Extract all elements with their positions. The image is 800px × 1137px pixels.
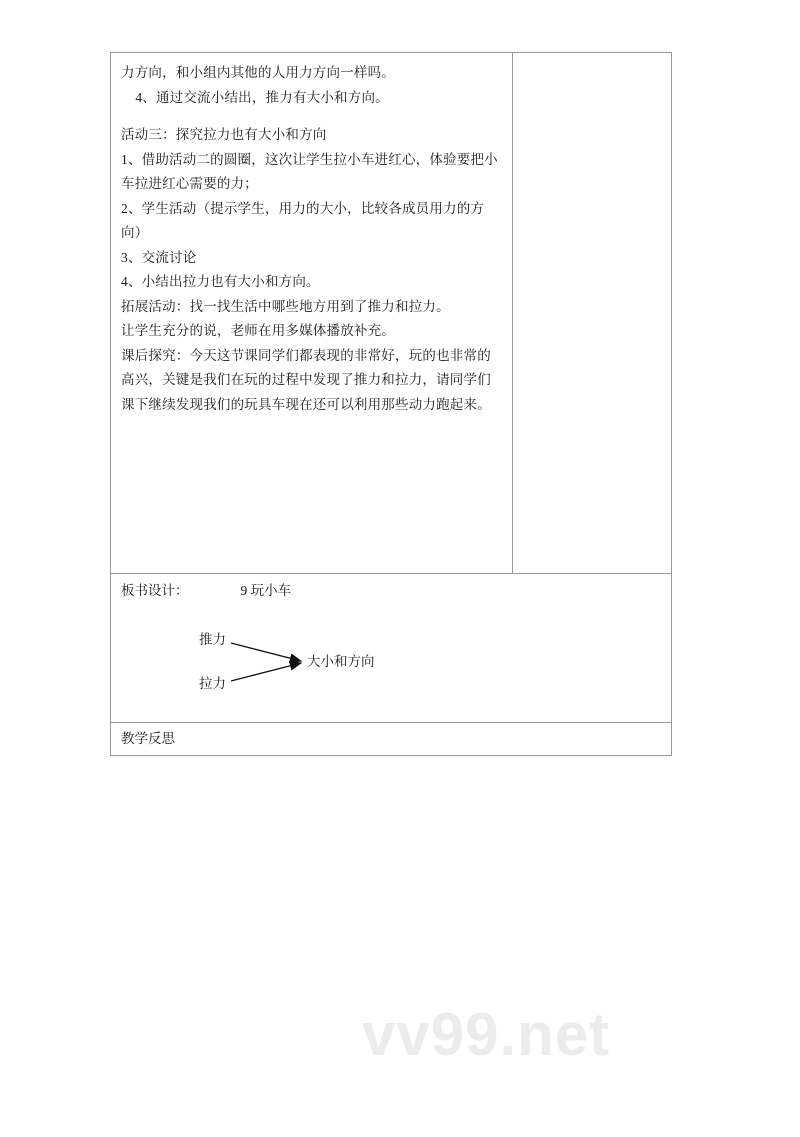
board-design-title: 9 玩小车 [240,583,292,598]
watermark: vv99.net [362,1001,611,1068]
diagram-node-push: 推力 [199,632,226,647]
reflection-cell [111,723,672,756]
table-row-reflection [111,723,672,756]
content-line-1: 力方向，和小组内其他的人用力方向一样吗。 [121,65,395,80]
content-cell [111,53,513,574]
diagram-node-pull: 拉力 [199,676,226,691]
board-design-diagram [111,609,671,709]
table-row-board-design [111,574,672,723]
content-line-3: 活动三：探究拉力也有大小和方向 [121,127,327,142]
content-cell-body [111,53,512,427]
content-line-8: 拓展活动：找一找生活中哪些地方用到了推力和拉力。 [121,298,450,314]
board-design-cell [111,574,672,723]
content-line-7: 4、小结出拉力也有大小和方向。 [121,274,320,289]
lesson-plan-table [110,52,672,756]
content-line-10: 课后探究：今天这节课同学们都表现的非常好，玩的也非常的高兴，关键是我们在玩的过程中发现了推力和拉力，请同学们课下继续发现我们的玩具车现在还可以利用那些动力跑起来。 [121,347,491,412]
content-line-9: 让学生充分的说，老师在用多媒体播放补充。 [121,323,395,338]
content-line-4: 1、借助活动二的圆圈，这次让学生拉小车进红心，体验要把小车拉进红心需要的力； [121,151,498,191]
content-line-6: 3、交流讨论 [121,249,197,265]
arrow-pull-to-result [231,663,301,681]
content-line-2: 4、通过交流小结出，推力有大小和方向。 [121,89,389,105]
board-design-label: 板书设计： [121,583,189,598]
arrow-push-to-result [231,643,301,661]
table-row-content [111,53,672,574]
reflection-label: 教学反思 [121,731,175,746]
board-design-header [111,574,671,601]
content-line-5: 2、学生活动（提示学生，用力的大小，比较各成员用力的方向） [121,200,485,240]
notes-cell [513,53,672,574]
notes-cell-body [513,53,671,71]
diagram-node-result: 大小和方向 [307,654,375,669]
